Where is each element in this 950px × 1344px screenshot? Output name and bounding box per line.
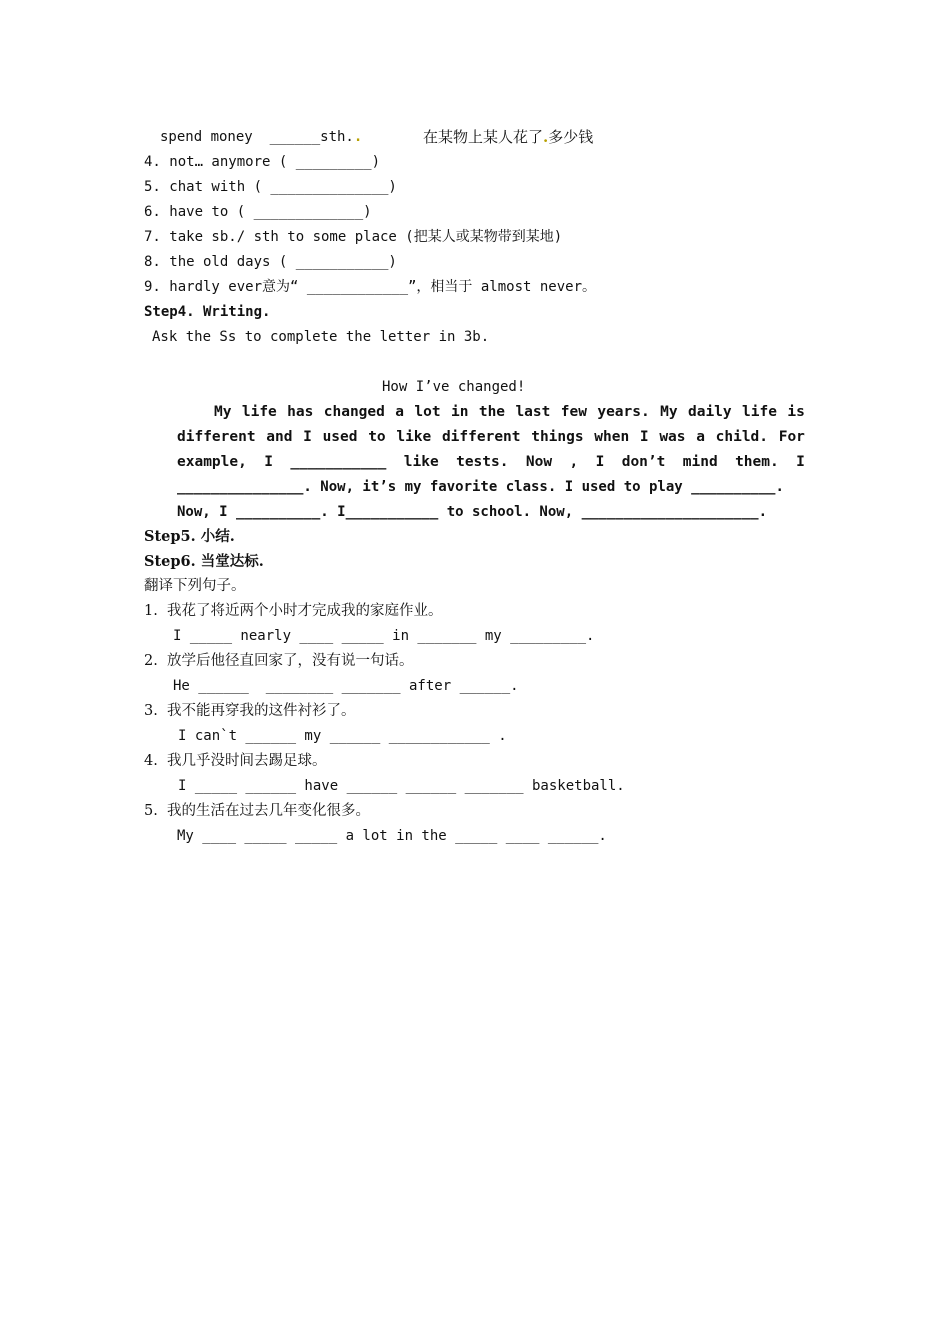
letter-line-4: _______________. Now, it’s my favorite class. I used to play __________. [177, 479, 784, 495]
letter-word: ___________ [290, 454, 387, 470]
letter-word: child. [715, 429, 769, 445]
vocab-item-6: 6. have to ( _____________) [144, 204, 372, 220]
letter-word: life [742, 404, 777, 420]
letter-word: I [595, 454, 605, 470]
translate-answer-3: I can`t ______ my ______ ____________ . [178, 728, 507, 744]
letter-word: Now [525, 454, 553, 470]
letter-word: has [287, 404, 314, 420]
letter-word: daily [687, 404, 732, 420]
letter-word: used [322, 429, 358, 445]
letter-word: lot [414, 404, 441, 420]
letter-word: For [778, 429, 805, 445]
letter-word: tests. [456, 454, 509, 470]
step6-heading: Step6. 当堂达标. [144, 553, 264, 570]
vocab-item-8: 8. the old days ( ___________) [144, 254, 397, 270]
letter-word: different [441, 429, 521, 445]
vocab-spend-text: spend money ______sth. [160, 129, 354, 145]
letter-word: mind [682, 454, 718, 470]
letter-word: different [177, 429, 256, 445]
letter-word: few [560, 404, 587, 420]
letter-word: the [478, 404, 506, 420]
letter-title: How I’ve changed! [382, 379, 526, 395]
letter-word: a [395, 404, 404, 420]
translate-answer-1: I _____ nearly ____ _____ in _______ my _________. [173, 628, 595, 644]
letter-word: I [639, 429, 649, 445]
letter-word: a [696, 429, 705, 445]
vocab-item-4: 4. not… anymore ( _________) [144, 154, 381, 170]
letter-word: don’t [621, 454, 666, 470]
step4-instruction: Ask the Ss to complete the letter in 3b. [152, 329, 490, 345]
vocab-item-7: 7. take sb./ sth to some place (把某人或某物带到某地) [144, 229, 563, 245]
letter-word: changed [323, 404, 385, 420]
translate-instruction: 翻译下列句子。 [144, 578, 246, 594]
letter-line-5: Now, I __________. I___________ to school. Now, _____________________. [177, 504, 768, 520]
decorative-dot: . [353, 129, 363, 145]
letter-word: I [796, 454, 805, 470]
letter-word: like [396, 429, 432, 445]
letter-word: is [787, 404, 805, 420]
letter-word: and [266, 429, 293, 445]
vocab-spend-money [160, 127, 362, 147]
letter-word: in [450, 404, 469, 420]
translate-answer-5: My ____ _____ _____ a lot in the _____ ____ ______. [177, 828, 607, 844]
translate-question-3: 3. 我不能再穿我的这件衬衫了。 [144, 703, 356, 719]
letter-word: life [241, 404, 277, 420]
translate-answer-4: I _____ ______ have ______ ______ _______ basketball. [178, 778, 625, 794]
letter-word: was [659, 429, 686, 445]
translate-answer-2: He ______ ________ _______ after ______. [173, 678, 519, 694]
letter-word: when [594, 429, 630, 445]
letter-word: I [264, 454, 273, 470]
translate-question-1: 1. 我花了将近两个小时才完成我的家庭作业。 [144, 603, 443, 619]
letter-word: , [569, 454, 579, 470]
spend-meaning-end: 多少钱 [548, 128, 594, 146]
step5-heading: Step5. 小结. [144, 528, 235, 545]
letter-word: My [660, 404, 678, 420]
letter-word: example, [177, 454, 247, 470]
translate-question-4: 4. 我几乎没时间去踢足球。 [144, 753, 327, 769]
letter-word: years. [597, 404, 650, 420]
letter-word: to [368, 429, 386, 445]
letter-word: My [214, 404, 232, 420]
letter-word: like [403, 454, 439, 470]
letter-word: things [531, 429, 584, 445]
letter-line-2 [177, 427, 805, 447]
vocab-item-5: 5. chat with ( ______________) [144, 179, 397, 195]
vocab-item-9: 9. hardly ever意为“ ____________”，相当于 almost never。 [144, 279, 597, 295]
translate-question-5: 5. 我的生活在过去几年变化很多。 [144, 803, 371, 819]
decorative-dot: . [543, 128, 549, 146]
letter-word: I [303, 429, 312, 445]
letter-line-1 [214, 402, 805, 422]
translate-question-2: 2. 放学后他径直回家了，没有说一句话。 [144, 653, 414, 669]
vocab-spend-meaning [423, 127, 593, 147]
step4-heading: Step4. Writing. [144, 304, 271, 320]
letter-word: them. [735, 454, 779, 470]
letter-word: last [515, 404, 551, 420]
spend-meaning-text: 在某物上某人花了 [423, 128, 544, 146]
letter-line-3 [177, 452, 805, 472]
